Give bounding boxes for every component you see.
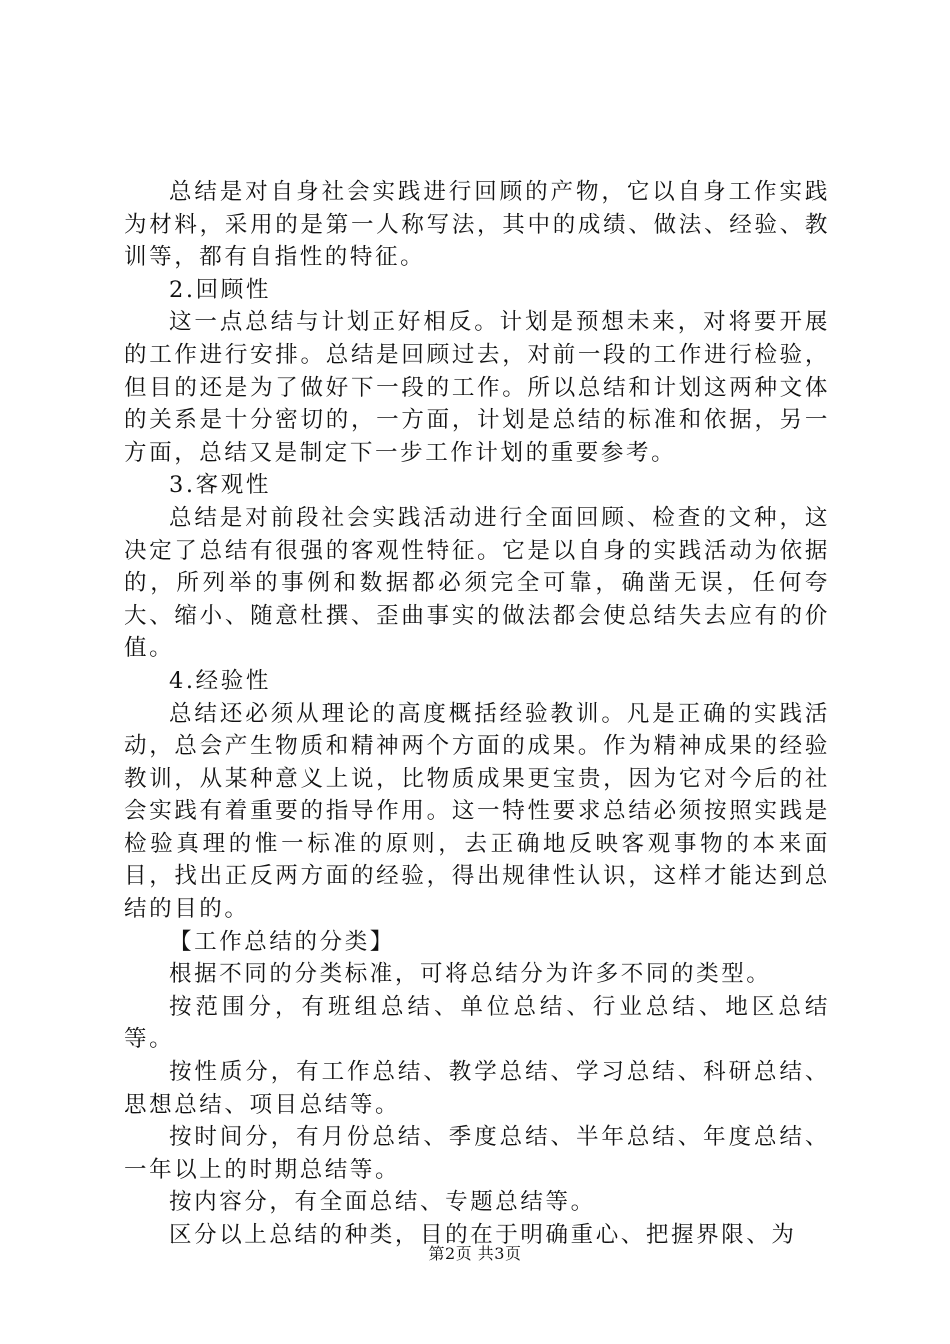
heading-classification: 【工作总结的分类】 xyxy=(169,928,395,955)
document-body xyxy=(124,176,830,1252)
paragraph-by-time: 按时间分，有月份总结、季度总结、半年总结、年度总结、一年以上的时期总结等。 xyxy=(124,1124,830,1183)
heading-retrospective: 2.回顾性 xyxy=(169,276,271,303)
paragraph-by-content: 按内容分，有全面总结、专题总结等。 xyxy=(169,1189,596,1216)
paragraph-objectivity: 总结是对前段社会实践活动进行全面回顾、检查的文种，这决定了总结有很强的客观性特征。它是以自身的实践活动为依据的，所列举的事例和数据都必须完全可靠，确凿无误，任何夸大、缩小、随意杜撰、歪曲事实的做法都会使总结失去应有的价值。 xyxy=(124,504,830,662)
paragraph-self-reference: 总结是对自身社会实践进行回顾的产物，它以自身工作实践为材料，采用的是第一人称写法，其中的成绩、做法、经验、教训等，都有自指性的特征。 xyxy=(124,179,830,271)
paragraph-classification-intro: 根据不同的分类标准，可将总结分为许多不同的类型。 xyxy=(169,961,772,988)
paragraph-experience: 总结还必须从理论的高度概括经验教训。凡是正确的实践活动，总会产生物质和精神两个方面的成果。作为精神成果的经验教训，从某种意义上说，比物质成果更宝贵，因为它对今后的社会实践有着重要的指导作用。这一特性要求总结必须按照实践是检验真理的惟一标准的原则，去正确地反映客观事物的本来面目，找出正反两方面的经验，得出规律性认识，这样才能达到总结的目的。 xyxy=(124,700,830,923)
paragraph-purpose: 区分以上总结的种类，目的在于明确重心、把握界限、为 xyxy=(169,1222,797,1248)
page-number-footer: 第2页 共3页 xyxy=(428,1244,522,1263)
paragraph-retrospective: 这一点总结与计划正好相反。计划是预想未来，对将要开展的工作进行安排。总结是回顾过去，对前一段的工作进行检验，但目的还是为了做好下一段的工作。所以总结和计划这两种文体的关系是十分密切的，一方面，计划是总结的标准和依据，另一方面，总结又是制定下一步工作计划的重要参考。 xyxy=(124,309,830,466)
paragraph-by-scope: 按范围分，有班组总结、单位总结、行业总结、地区总结等。 xyxy=(124,993,830,1053)
heading-objectivity: 3.客观性 xyxy=(169,472,271,499)
paragraph-by-nature: 按性质分，有工作总结、教学总结、学习总结、科研总结、思想总结、项目总结等。 xyxy=(124,1059,830,1118)
heading-experience: 4.经验性 xyxy=(169,667,271,694)
